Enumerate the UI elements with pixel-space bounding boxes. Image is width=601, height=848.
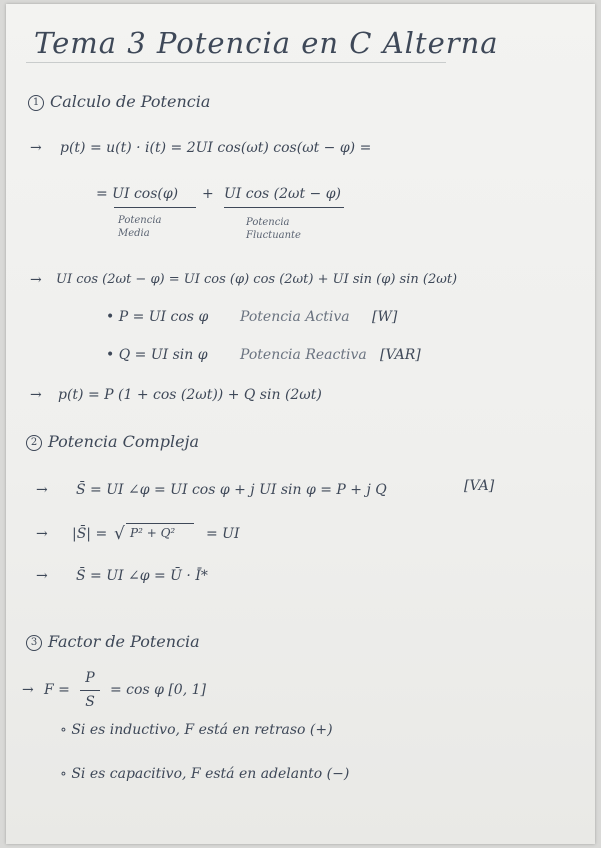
arrow-4: → [36, 482, 48, 498]
unit-watt: [W] [372, 309, 398, 325]
underline-fluctuante [224, 207, 344, 208]
section-1-number: 1 [28, 95, 44, 111]
section-3-title: Factor de Potencia [48, 632, 200, 651]
section-1-heading [28, 92, 210, 111]
factor-lhs: F = [44, 682, 70, 698]
equation-expansion: UI cos (2ωt − φ) = UI cos (φ) cos (2ωt) + UI sin (φ) sin (2ωt) [56, 272, 458, 287]
equation-split-left: = UI cos(φ) [96, 186, 179, 202]
bullet-inductive: ∘ Si es inductivo, F está en retraso (+) [60, 722, 333, 738]
arrow-1: → [30, 140, 42, 156]
sqrt-bar [126, 523, 194, 524]
factor-denominator: S [85, 694, 95, 710]
label-potencia-reactiva: Potencia Reactiva [240, 347, 367, 363]
factor-numerator: P [85, 670, 95, 686]
notebook-page [6, 4, 595, 844]
bullet-capacitive: ∘ Si es capacitivo, F está en adelanto (−) [60, 766, 350, 782]
unit-va: [VA] [464, 478, 495, 494]
label-potencia-fluctuante: Potencia Fluctuante [246, 217, 301, 241]
equation-abs-left: |S̄| = [72, 526, 108, 542]
label-potencia-activa: Potencia Activa [240, 309, 350, 325]
fraction-bar [80, 690, 100, 691]
page-title: Tema 3 Potencia en C Alterna [34, 26, 499, 60]
equation-abs-right: = UI [206, 526, 240, 542]
equation-split-right: UI cos (2ωt − φ) [224, 186, 341, 202]
underline-media [114, 207, 196, 208]
section-3-heading [26, 632, 200, 651]
equation-conjugate: S̄ = UI ∠φ = Ū · Ī* [76, 568, 208, 584]
unit-var: [VAR] [380, 347, 421, 363]
section-3-number: 3 [26, 635, 42, 651]
equation-power-final: p(t) = P (1 + cos (2ωt)) + Q sin (2ωt) [58, 387, 322, 403]
equation-instant-power: p(t) = u(t) · i(t) = 2UI cos(ωt) cos(ωt − φ) = [60, 140, 372, 156]
arrow-6: → [36, 568, 48, 584]
equation-abs-sqrt: √ [114, 524, 125, 544]
section-2-heading [26, 432, 199, 451]
label-potencia-media: Potencia Media [118, 215, 162, 239]
arrow-3: → [30, 387, 42, 403]
section-1-title: Calculo de Potencia [50, 92, 211, 111]
section-2-title: Potencia Compleja [48, 432, 200, 451]
arrow-2: → [30, 272, 42, 288]
factor-rhs: = cos φ [0, 1] [110, 682, 206, 698]
bullet-reactive-power: • Q = UI sin φ [106, 347, 208, 363]
equation-complex-power: S̄ = UI ∠φ = UI cos φ + j UI sin φ = P + j Q [76, 482, 387, 498]
arrow-7: → [22, 682, 34, 698]
equation-abs-radicand: P² + Q² [130, 526, 176, 540]
equation-split-plus: + [202, 186, 214, 202]
section-2-number: 2 [26, 435, 42, 451]
title-underline [26, 62, 446, 63]
bullet-active-power: • P = UI cos φ [106, 309, 209, 325]
arrow-5: → [36, 526, 48, 542]
